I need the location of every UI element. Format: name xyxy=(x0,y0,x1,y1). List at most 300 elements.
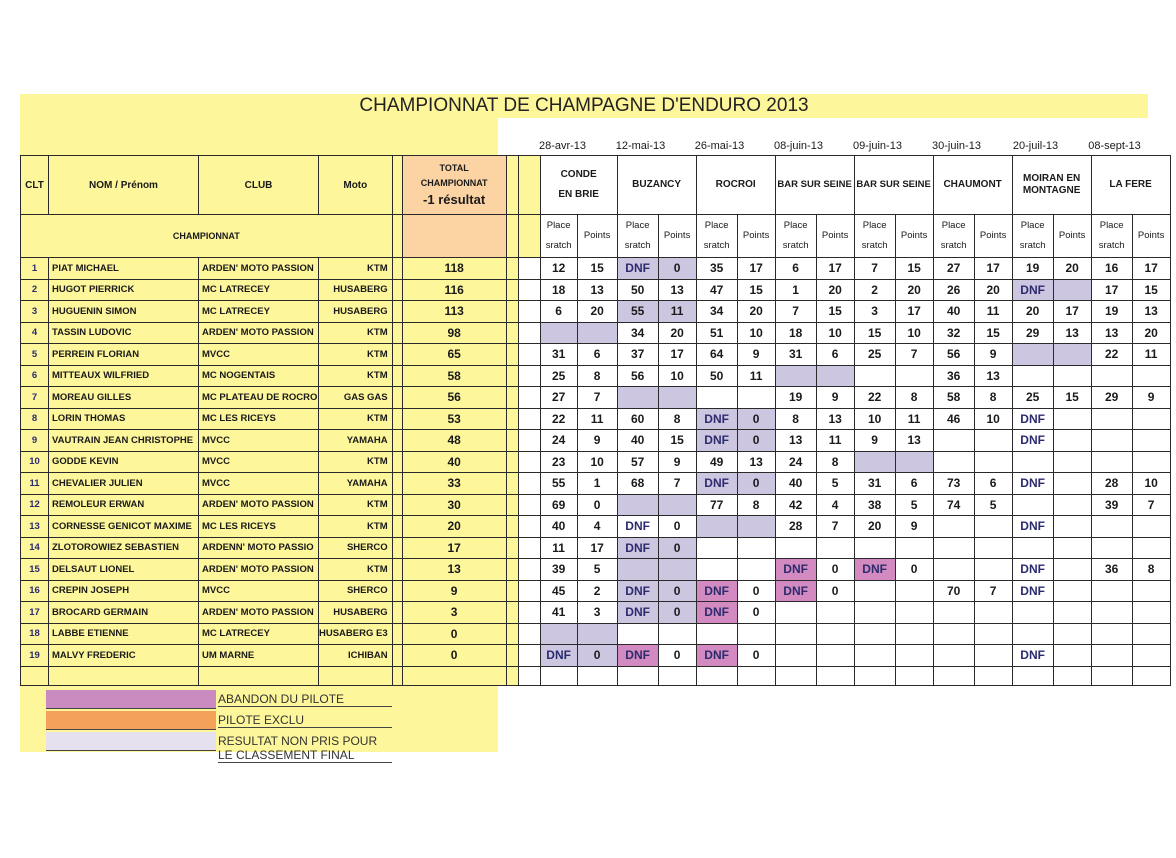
points-cell: 0 xyxy=(658,602,696,624)
points-cell xyxy=(737,559,775,581)
empty-cell xyxy=(1012,666,1053,685)
spacer-cell xyxy=(506,387,518,409)
points-cell: 1 xyxy=(577,473,617,495)
place-cell: 41 xyxy=(540,602,577,624)
name-cell: MOREAU GILLES xyxy=(49,387,199,409)
place-cell xyxy=(933,451,974,473)
points-cell: 17 xyxy=(658,344,696,366)
place-cell xyxy=(775,602,816,624)
points-cell: 8 xyxy=(895,387,933,409)
points-cell: 20 xyxy=(895,279,933,301)
spacer-cell xyxy=(518,559,540,581)
rank-cell: 2 xyxy=(21,279,49,301)
points-cell: 13 xyxy=(974,365,1012,387)
empty-cell xyxy=(540,666,577,685)
points-cell: 13 xyxy=(1053,322,1091,344)
place-cell: 34 xyxy=(617,322,658,344)
points-cell xyxy=(577,623,617,645)
empty-cell xyxy=(402,666,506,685)
place-cell xyxy=(1012,602,1053,624)
spacer-cell xyxy=(506,301,518,323)
points-cell: 15 xyxy=(974,322,1012,344)
name-cell: CREPIN JOSEPH xyxy=(49,580,199,602)
points-cell: 15 xyxy=(895,258,933,280)
points-cell: 9 xyxy=(816,387,854,409)
header-club: CLUB xyxy=(199,156,319,215)
place-cell xyxy=(696,537,737,559)
points-cell: 5 xyxy=(816,473,854,495)
points-cell xyxy=(1053,516,1091,538)
total-cell: 13 xyxy=(402,559,506,581)
points-cell xyxy=(1132,430,1170,452)
place-cell: 7 xyxy=(775,301,816,323)
spacer-cell xyxy=(518,451,540,473)
name-cell: VAUTRAIN JEAN CHRISTOPHE xyxy=(49,430,199,452)
moto-cell: KTM xyxy=(319,365,393,387)
points-cell xyxy=(974,537,1012,559)
points-cell: 3 xyxy=(577,602,617,624)
points-cell: 17 xyxy=(1132,258,1170,280)
points-cell: 13 xyxy=(577,279,617,301)
points-cell xyxy=(737,623,775,645)
place-cell: 19 xyxy=(1012,258,1053,280)
name-cell: ZLOTOROWIEZ SEBASTIEN xyxy=(49,537,199,559)
place-cell: 24 xyxy=(540,430,577,452)
place-cell: 28 xyxy=(775,516,816,538)
spacer-cell xyxy=(506,645,518,667)
header-spacer xyxy=(392,215,402,258)
place-cell: DNF xyxy=(617,516,658,538)
points-cell: 15 xyxy=(1053,387,1091,409)
place-cell xyxy=(1091,451,1132,473)
rank-cell: 17 xyxy=(21,602,49,624)
empty-cell xyxy=(737,666,775,685)
points-cell xyxy=(974,516,1012,538)
place-cell: DNF xyxy=(696,645,737,667)
place-cell xyxy=(617,623,658,645)
spacer-cell xyxy=(506,623,518,645)
spacer-cell xyxy=(392,451,402,473)
points-cell xyxy=(1132,623,1170,645)
place-cell: 64 xyxy=(696,344,737,366)
moto-cell: KTM xyxy=(319,344,393,366)
legend-item xyxy=(20,711,498,732)
points-cell xyxy=(974,602,1012,624)
points-cell: 17 xyxy=(974,258,1012,280)
points-cell: 10 xyxy=(658,365,696,387)
moto-cell: KTM xyxy=(319,516,393,538)
points-cell xyxy=(577,322,617,344)
place-cell: 27 xyxy=(540,387,577,409)
points-cell xyxy=(1053,408,1091,430)
empty-cell xyxy=(895,666,933,685)
place-cell: 35 xyxy=(696,258,737,280)
place-cell: 68 xyxy=(617,473,658,495)
place-cell: 6 xyxy=(540,301,577,323)
place-cell xyxy=(617,387,658,409)
event-date-6: 30-juin-13 xyxy=(932,140,981,152)
points-cell xyxy=(895,602,933,624)
table-row xyxy=(21,258,1171,280)
points-cell: 20 xyxy=(577,301,617,323)
spacer-cell xyxy=(518,279,540,301)
place-cell: 9 xyxy=(854,430,895,452)
place-cell: DNF xyxy=(696,473,737,495)
points-cell: 0 xyxy=(816,580,854,602)
rank-cell: 15 xyxy=(21,559,49,581)
rank-cell: 3 xyxy=(21,301,49,323)
points-cell xyxy=(1132,645,1170,667)
points-cell xyxy=(1053,344,1091,366)
place-cell xyxy=(775,365,816,387)
empty-cell xyxy=(933,666,974,685)
spacer-cell xyxy=(518,258,540,280)
points-cell: 9 xyxy=(895,516,933,538)
total-cell: 65 xyxy=(402,344,506,366)
points-cell xyxy=(974,430,1012,452)
place-cell: 39 xyxy=(1091,494,1132,516)
place-cell: 18 xyxy=(540,279,577,301)
name-cell: DELSAUT LIONEL xyxy=(49,559,199,581)
points-cell xyxy=(658,559,696,581)
total-cell: 48 xyxy=(402,430,506,452)
place-cell: 31 xyxy=(775,344,816,366)
subheader-place-4: Place sratch xyxy=(775,215,816,258)
total-cell: 30 xyxy=(402,494,506,516)
table-row xyxy=(21,516,1171,538)
name-cell: CORNESSE GENICOT MAXIME xyxy=(49,516,199,538)
name-cell: MALVY FREDERIC xyxy=(49,645,199,667)
points-cell xyxy=(1053,559,1091,581)
spacer-cell xyxy=(392,537,402,559)
place-cell: DNF xyxy=(854,559,895,581)
legend-item xyxy=(20,732,498,762)
place-cell: DNF xyxy=(1012,408,1053,430)
empty-cell xyxy=(319,666,393,685)
place-cell: 29 xyxy=(1012,322,1053,344)
place-cell: DNF xyxy=(617,258,658,280)
points-cell: 10 xyxy=(737,322,775,344)
points-cell: 0 xyxy=(737,408,775,430)
points-cell xyxy=(1053,473,1091,495)
place-cell xyxy=(1091,602,1132,624)
empty-cell xyxy=(617,666,658,685)
place-cell: 25 xyxy=(854,344,895,366)
spacer-cell xyxy=(518,494,540,516)
place-cell: 12 xyxy=(540,258,577,280)
legend-swatch xyxy=(46,690,216,709)
place-cell xyxy=(1091,537,1132,559)
place-cell: 58 xyxy=(933,387,974,409)
total-cell: 40 xyxy=(402,451,506,473)
points-cell: 15 xyxy=(577,258,617,280)
empty-cell xyxy=(392,666,402,685)
points-cell xyxy=(1132,580,1170,602)
spacer-cell xyxy=(518,365,540,387)
points-cell xyxy=(895,537,933,559)
event-name-1: CONDE EN BRIE xyxy=(540,156,617,215)
points-cell: 20 xyxy=(1053,258,1091,280)
points-cell xyxy=(974,623,1012,645)
points-cell: 7 xyxy=(658,473,696,495)
empty-cell xyxy=(974,666,1012,685)
moto-cell: KTM xyxy=(319,408,393,430)
rank-cell: 13 xyxy=(21,516,49,538)
legend-label: RESULTAT NON PRIS POUR LE CLASSEMENT FINAL xyxy=(218,734,392,763)
event-name-5: BAR SUR SEINE xyxy=(854,156,933,215)
name-cell: LABBE ETIENNE xyxy=(49,623,199,645)
place-cell: 57 xyxy=(617,451,658,473)
spacer-cell xyxy=(518,623,540,645)
place-cell: 15 xyxy=(854,322,895,344)
header-spacer xyxy=(518,215,540,258)
spacer-cell xyxy=(518,645,540,667)
spacer-cell xyxy=(518,301,540,323)
place-cell xyxy=(696,623,737,645)
event-date-5: 09-juin-13 xyxy=(853,140,902,152)
points-cell: 10 xyxy=(816,322,854,344)
place-cell: 24 xyxy=(775,451,816,473)
place-cell: 39 xyxy=(540,559,577,581)
place-cell: 69 xyxy=(540,494,577,516)
subheader-points-4: Points xyxy=(816,215,854,258)
spacer-cell xyxy=(518,580,540,602)
points-cell: 15 xyxy=(658,430,696,452)
moto-cell: YAMAHA xyxy=(319,473,393,495)
filler-row xyxy=(21,666,1171,685)
spacer-cell xyxy=(506,279,518,301)
spacer-cell xyxy=(392,387,402,409)
points-cell: 0 xyxy=(658,258,696,280)
place-cell: 56 xyxy=(933,344,974,366)
place-cell: DNF xyxy=(1012,645,1053,667)
place-cell: 19 xyxy=(775,387,816,409)
place-cell: 7 xyxy=(854,258,895,280)
subheader-place-7: Place sratch xyxy=(1012,215,1053,258)
place-cell: DNF xyxy=(696,602,737,624)
club-cell: ARDENN' MOTO PASSIO xyxy=(199,537,319,559)
place-cell xyxy=(854,623,895,645)
place-cell: DNF xyxy=(1012,516,1053,538)
points-cell: 10 xyxy=(974,408,1012,430)
place-cell xyxy=(933,602,974,624)
empty-cell xyxy=(1053,666,1091,685)
spacer-cell xyxy=(506,602,518,624)
place-cell xyxy=(933,430,974,452)
place-cell: 28 xyxy=(1091,473,1132,495)
place-cell: 20 xyxy=(854,516,895,538)
subheader-place-3: Place sratch xyxy=(696,215,737,258)
spacer-cell xyxy=(392,494,402,516)
name-cell: TASSIN LUDOVIC xyxy=(49,322,199,344)
place-cell: DNF xyxy=(540,645,577,667)
place-cell: 50 xyxy=(617,279,658,301)
club-cell: MVCC xyxy=(199,580,319,602)
spacer-cell xyxy=(392,365,402,387)
place-cell xyxy=(1091,408,1132,430)
name-cell: MITTEAUX WILFRIED xyxy=(49,365,199,387)
header-spacer xyxy=(392,156,402,215)
place-cell: 40 xyxy=(540,516,577,538)
place-cell: 36 xyxy=(1091,559,1132,581)
place-cell: DNF xyxy=(617,602,658,624)
place-cell: 22 xyxy=(540,408,577,430)
total-cell: 20 xyxy=(402,516,506,538)
empty-cell xyxy=(854,666,895,685)
empty-cell xyxy=(658,666,696,685)
spacer-cell xyxy=(506,494,518,516)
event-name-2: BUZANCY xyxy=(617,156,696,215)
place-cell xyxy=(775,537,816,559)
points-cell: 13 xyxy=(816,408,854,430)
points-cell xyxy=(816,623,854,645)
points-cell: 0 xyxy=(737,602,775,624)
empty-cell xyxy=(696,666,737,685)
place-cell: DNF xyxy=(617,537,658,559)
points-cell: 0 xyxy=(737,580,775,602)
points-cell xyxy=(1132,516,1170,538)
spacer-cell xyxy=(392,559,402,581)
place-cell: 37 xyxy=(617,344,658,366)
place-cell: 50 xyxy=(696,365,737,387)
place-cell: DNF xyxy=(775,580,816,602)
place-cell: 25 xyxy=(540,365,577,387)
place-cell: 22 xyxy=(1091,344,1132,366)
moto-cell: KTM xyxy=(319,322,393,344)
place-cell: 27 xyxy=(933,258,974,280)
points-cell xyxy=(816,645,854,667)
club-cell: MVCC xyxy=(199,430,319,452)
points-cell: 8 xyxy=(577,365,617,387)
points-cell: 6 xyxy=(895,473,933,495)
event-date-3: 26-mai-13 xyxy=(694,140,745,152)
spacer-cell xyxy=(506,473,518,495)
moto-cell: SHERCO xyxy=(319,580,393,602)
club-cell: UM MARNE xyxy=(199,645,319,667)
spacer-cell xyxy=(392,344,402,366)
rank-cell: 4 xyxy=(21,322,49,344)
points-cell: 4 xyxy=(577,516,617,538)
table-row xyxy=(21,451,1171,473)
total-cell: 9 xyxy=(402,580,506,602)
total-cell: 53 xyxy=(402,408,506,430)
header-clt: CLT xyxy=(21,156,49,215)
points-cell: 5 xyxy=(974,494,1012,516)
total-cell: 98 xyxy=(402,322,506,344)
place-cell xyxy=(854,580,895,602)
empty-cell xyxy=(199,666,319,685)
place-cell: 3 xyxy=(854,301,895,323)
header-row-events xyxy=(21,156,1171,215)
place-cell xyxy=(1091,580,1132,602)
spacer-cell xyxy=(392,430,402,452)
header-spacer xyxy=(506,215,518,258)
place-cell: DNF xyxy=(617,580,658,602)
place-cell: 40 xyxy=(775,473,816,495)
rank-cell: 18 xyxy=(21,623,49,645)
spacer-cell xyxy=(518,516,540,538)
points-cell: 8 xyxy=(1132,559,1170,581)
place-cell: DNF xyxy=(696,408,737,430)
name-cell: HUGUENIN SIMON xyxy=(49,301,199,323)
spacer-cell xyxy=(518,602,540,624)
points-cell: 11 xyxy=(1132,344,1170,366)
place-cell: 56 xyxy=(617,365,658,387)
rank-cell: 1 xyxy=(21,258,49,280)
points-cell: 2 xyxy=(577,580,617,602)
club-cell: MC LATRECEY xyxy=(199,301,319,323)
points-cell: 17 xyxy=(816,258,854,280)
header-total-line3: -1 résultat xyxy=(423,192,486,207)
empty-cell xyxy=(775,666,816,685)
spacer-cell xyxy=(506,365,518,387)
spacer-cell xyxy=(506,258,518,280)
name-cell: BROCARD GERMAIN xyxy=(49,602,199,624)
header-moto: Moto xyxy=(319,156,393,215)
points-cell: 20 xyxy=(737,301,775,323)
place-cell: 49 xyxy=(696,451,737,473)
points-cell: 0 xyxy=(577,494,617,516)
points-cell: 17 xyxy=(577,537,617,559)
event-date-1: 28-avr-13 xyxy=(538,140,587,152)
rank-cell: 19 xyxy=(21,645,49,667)
points-cell: 5 xyxy=(577,559,617,581)
subheader-place-1: Place sratch xyxy=(540,215,577,258)
subheader-points-8: Points xyxy=(1132,215,1170,258)
points-cell: 0 xyxy=(658,537,696,559)
rank-cell: 14 xyxy=(21,537,49,559)
spacer-cell xyxy=(392,580,402,602)
place-cell: 31 xyxy=(540,344,577,366)
points-cell: 11 xyxy=(737,365,775,387)
points-cell: 9 xyxy=(577,430,617,452)
spacer-cell xyxy=(392,473,402,495)
place-cell xyxy=(775,623,816,645)
place-cell xyxy=(1091,430,1132,452)
rank-cell: 9 xyxy=(21,430,49,452)
points-cell: 20 xyxy=(816,279,854,301)
rank-cell: 12 xyxy=(21,494,49,516)
points-cell xyxy=(895,580,933,602)
spacer-cell xyxy=(506,451,518,473)
rank-cell: 7 xyxy=(21,387,49,409)
place-cell: 55 xyxy=(540,473,577,495)
rank-cell: 5 xyxy=(21,344,49,366)
empty-cell xyxy=(577,666,617,685)
place-cell: 18 xyxy=(775,322,816,344)
spacer-cell xyxy=(506,322,518,344)
table-row xyxy=(21,408,1171,430)
points-cell xyxy=(737,516,775,538)
name-cell: GODDE KEVIN xyxy=(49,451,199,473)
event-date-2: 12-mai-13 xyxy=(615,140,666,152)
total-cell: 0 xyxy=(402,645,506,667)
points-cell xyxy=(1132,602,1170,624)
place-cell xyxy=(1012,494,1053,516)
points-cell: 11 xyxy=(577,408,617,430)
spacer-cell xyxy=(518,473,540,495)
points-cell: 4 xyxy=(816,494,854,516)
points-cell: 20 xyxy=(658,322,696,344)
total-cell: 58 xyxy=(402,365,506,387)
points-cell xyxy=(1053,430,1091,452)
place-cell: 13 xyxy=(1091,322,1132,344)
points-cell xyxy=(895,623,933,645)
name-cell: PIAT MICHAEL xyxy=(49,258,199,280)
header-spacer xyxy=(506,156,518,215)
spacer-cell xyxy=(518,344,540,366)
club-cell: MVCC xyxy=(199,451,319,473)
